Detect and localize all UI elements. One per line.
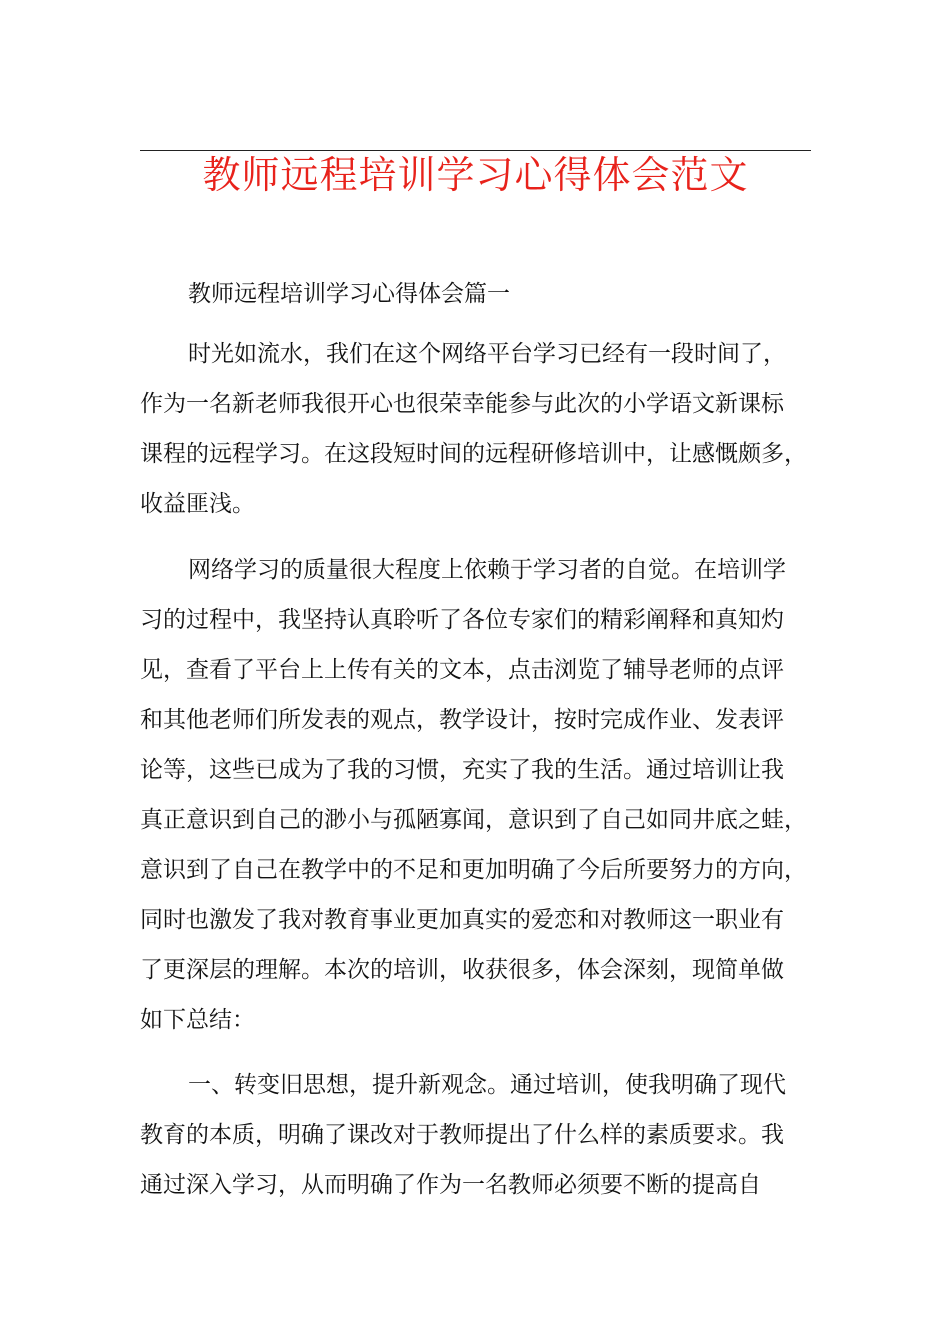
section-heading-text: 教师远程培训学习心得体会篇一 xyxy=(188,281,510,307)
paragraph-line: 同时也激发了我对教育事业更加真实的爱恋和对教师这一职业有 xyxy=(140,907,784,933)
paragraph-line: 教育的本质，明确了课改对于教师提出了什么样的素质要求。我 xyxy=(140,1122,784,1148)
paragraph-line: 网络学习的质量很大程度上依赖于学习者的自觉。在培训学 xyxy=(188,557,786,583)
paragraph-line: 课程的远程学习。在这段短时间的远程研修培训中，让感慨颇多， xyxy=(140,441,807,467)
header-rule xyxy=(140,150,811,151)
paragraph-line: 通过深入学习，从而明确了作为一名教师必须要不断的提高自 xyxy=(140,1172,761,1198)
paragraph-line: 论等，这些已成为了我的习惯，充实了我的生活。通过培训让我 xyxy=(140,757,784,783)
paragraph-3 xyxy=(140,1060,820,1210)
paragraph-line: 和其他老师们所发表的观点，教学设计，按时完成作业、发表评 xyxy=(140,707,784,733)
paragraph-line: 真正意识到自己的渺小与孤陋寡闻，意识到了自己如同井底之蛙， xyxy=(140,807,807,833)
paragraph-line: 作为一名新老师我很开心也很荣幸能参与此次的小学语文新课标 xyxy=(140,391,784,417)
paragraph-line: 一、转变旧思想，提升新观念。通过培训，使我明确了现代 xyxy=(188,1072,786,1098)
document-title: 教师远程培训学习心得体会范文 xyxy=(202,153,749,197)
paragraph-line: 见，查看了平台上上传有关的文本，点击浏览了辅导老师的点评 xyxy=(140,657,784,683)
paragraph-line: 意识到了自己在教学中的不足和更加明确了今后所要努力的方向， xyxy=(140,857,807,883)
paragraph-2 xyxy=(140,545,820,1045)
paragraph-1 xyxy=(140,329,820,529)
paragraph-line: 收益匪浅。 xyxy=(140,491,255,517)
paragraph-line: 如下总结： xyxy=(140,1007,255,1033)
paragraph-line: 习的过程中，我坚持认真聆听了各位专家们的精彩阐释和真知灼 xyxy=(140,607,784,633)
paragraph-line: 时光如流水，我们在这个网络平台学习已经有一段时间了， xyxy=(188,341,786,367)
section-heading xyxy=(140,269,820,319)
paragraph-line: 了更深层的理解。本次的培训，收获很多，体会深刻，现简单做 xyxy=(140,957,784,983)
